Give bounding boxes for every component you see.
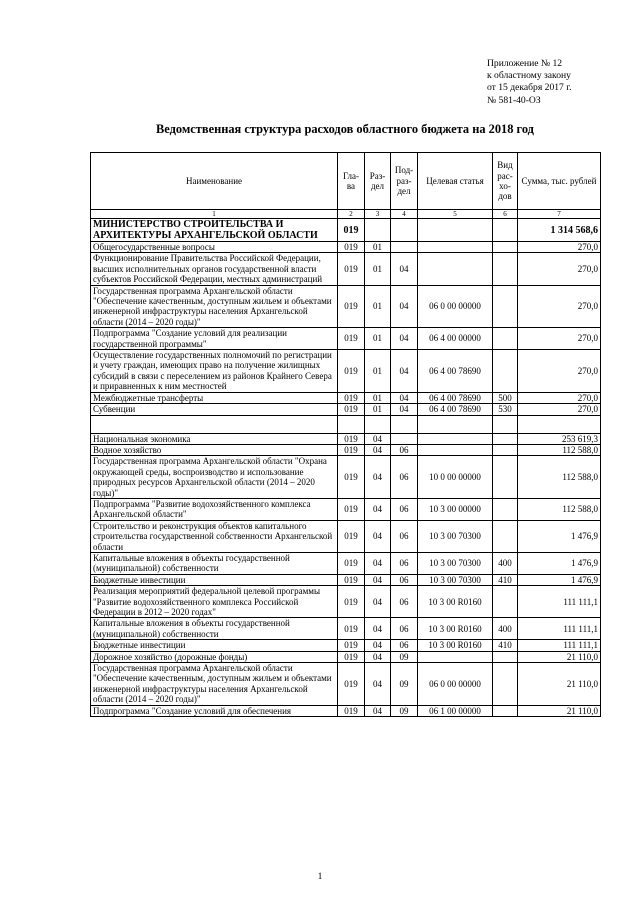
- cell-statya: 10 3 00 70300: [418, 552, 493, 574]
- budget-table: [90, 152, 601, 717]
- cell-name: Осуществление государственных полномочий по регистрации и учету граждан, имеющих право на получение жилищных субсидий в связи с переселением из районов Крайнего Севера и приравненных к ним местностей: [91, 350, 338, 393]
- table-row: [91, 433, 601, 444]
- cell-glava: 019: [338, 618, 365, 640]
- cell-glava: 019: [338, 520, 365, 552]
- cell-podrazdel: 09: [391, 705, 418, 716]
- cell-podrazdel: 06: [391, 456, 418, 499]
- table-header-row: [91, 153, 601, 210]
- column-number: 5: [418, 210, 493, 219]
- cell-statya: 06 4 00 78690: [418, 404, 493, 415]
- cell-summa: 112 588,0: [518, 498, 601, 520]
- cell-glava: 019: [338, 433, 365, 444]
- cell-name: Капитальные вложения в объекты государственной (муниципальной) собственности: [91, 618, 338, 640]
- cell-summa: 1 314 568,6: [518, 219, 601, 242]
- column-number: 1: [91, 210, 338, 219]
- cell-vid: [493, 433, 518, 444]
- header-summa: Сумма, тыс. рублей: [518, 153, 601, 210]
- cell-name: Государственная программа Архангельской области "Обеспечение качественным, доступным жильем и объектами инженерной инфраструктуры населения Архангельской области (2014 – 2020 годы)": [91, 285, 338, 328]
- cell-razdel: 04: [365, 574, 391, 585]
- appendix-line: Приложение № 12: [487, 58, 563, 69]
- cell-razdel: 04: [365, 586, 391, 618]
- cell-name: МИНИСТЕРСТВО СТРОИТЕЛЬСТВА И АРХИТЕКТУРЫ АРХАНГЕЛЬСКОЙ ОБЛАСТИ: [91, 219, 338, 242]
- cell-razdel: 04: [365, 640, 391, 651]
- cell-statya: 06 4 00 78690: [418, 350, 493, 393]
- table-row: [91, 219, 601, 242]
- cell-glava: 019: [338, 552, 365, 574]
- cell-statya: 10 3 00 R0160: [418, 618, 493, 640]
- column-number: 2: [338, 210, 365, 219]
- cell-statya: 10 3 00 70300: [418, 574, 493, 585]
- cell-glava: 019: [338, 574, 365, 585]
- cell-glava: [338, 415, 365, 433]
- cell-glava: 019: [338, 498, 365, 520]
- cell-name: Строительство и реконструкция объектов капитального строительства государственной собственности Архангельской области: [91, 520, 338, 552]
- cell-name: Бюджетные инвестиции: [91, 640, 338, 651]
- cell-podrazdel: 06: [391, 498, 418, 520]
- cell-podrazdel: 06: [391, 520, 418, 552]
- cell-razdel: 04: [365, 552, 391, 574]
- cell-podrazdel: 06: [391, 586, 418, 618]
- cell-razdel: [365, 415, 391, 433]
- table-row: [91, 552, 601, 574]
- cell-razdel: 01: [365, 392, 391, 403]
- header-vid: Вид рас-хо-дов: [493, 153, 518, 210]
- cell-name: Государственная программа Архангельской области "Охрана окружающей среды, воспроизводство и использование природных ресурсов Архангельской области (2014 – 2020 годы)": [91, 456, 338, 499]
- table-row: [91, 520, 601, 552]
- cell-summa: 270,0: [518, 242, 601, 253]
- cell-summa: 21 110,0: [518, 705, 601, 716]
- cell-summa: 1 476,9: [518, 520, 601, 552]
- cell-name: Общегосударственные вопросы: [91, 242, 338, 253]
- cell-summa: 270,0: [518, 253, 601, 285]
- cell-razdel: 01: [365, 242, 391, 253]
- cell-summa: 270,0: [518, 350, 601, 393]
- cell-vid: [493, 651, 518, 662]
- cell-name: Бюджетные инвестиции: [91, 574, 338, 585]
- table-body: [91, 219, 601, 717]
- table-row: [91, 444, 601, 455]
- cell-summa: 270,0: [518, 392, 601, 403]
- cell-glava: 019: [338, 444, 365, 455]
- cell-vid: [493, 328, 518, 350]
- cell-name: Капитальные вложения в объекты государственной (муниципальной) собственности: [91, 552, 338, 574]
- page-number: 1: [317, 872, 323, 882]
- cell-razdel: 04: [365, 651, 391, 662]
- cell-vid: [493, 705, 518, 716]
- cell-vid: [493, 242, 518, 253]
- cell-podrazdel: 06: [391, 444, 418, 455]
- cell-summa: 270,0: [518, 328, 601, 350]
- table-row: [91, 456, 601, 499]
- cell-summa: 21 110,0: [518, 651, 601, 662]
- cell-vid: [493, 285, 518, 328]
- header-statya: Целевая статья: [418, 153, 493, 210]
- table-row: [91, 328, 601, 350]
- cell-vid: 500: [493, 392, 518, 403]
- header-glava: Гла-ва: [338, 153, 365, 210]
- table-row: [91, 404, 601, 415]
- cell-razdel: 04: [365, 498, 391, 520]
- header-name: Наименование: [91, 153, 338, 210]
- appendix-line: № 581-40-ОЗ: [487, 94, 541, 106]
- column-number: 7: [518, 210, 601, 219]
- cell-podrazdel: 04: [391, 253, 418, 285]
- cell-vid: [493, 415, 518, 433]
- cell-podrazdel: 04: [391, 328, 418, 350]
- cell-statya: [418, 415, 493, 433]
- cell-statya: 06 0 00 00000: [418, 663, 493, 706]
- column-number-row: [91, 210, 601, 219]
- cell-name: Подпрограмма "Развитие водохозяйственного комплекса Архангельской области": [91, 498, 338, 520]
- cell-razdel: 04: [365, 520, 391, 552]
- cell-statya: 06 0 00 00000: [418, 285, 493, 328]
- cell-razdel: 04: [365, 663, 391, 706]
- cell-vid: 530: [493, 404, 518, 415]
- table-row: [91, 705, 601, 716]
- cell-statya: [418, 444, 493, 455]
- cell-summa: 253 619,3: [518, 433, 601, 444]
- cell-podrazdel: [391, 242, 418, 253]
- cell-razdel: 04: [365, 433, 391, 444]
- cell-glava: 019: [338, 328, 365, 350]
- column-number: 6: [493, 210, 518, 219]
- cell-statya: [418, 219, 493, 242]
- appendix-line: от 15 декабря 2017 г.: [487, 82, 572, 94]
- table-row: [91, 586, 601, 618]
- header-podrazdel: Под-раз-дел: [391, 153, 418, 210]
- table-row: [91, 392, 601, 403]
- cell-statya: 10 0 00 00000: [418, 456, 493, 499]
- cell-vid: [493, 520, 518, 552]
- cell-razdel: 04: [365, 705, 391, 716]
- cell-glava: 019: [338, 640, 365, 651]
- cell-podrazdel: 09: [391, 651, 418, 662]
- cell-name: Подпрограмма "Создание условий для обеспечения: [91, 705, 338, 716]
- appendix-line: к областному закону: [487, 70, 571, 82]
- cell-name: Государственная программа Архангельской области "Обеспечение качественным, доступным жильем и объектами инженерной инфраструктуры населения Архангельской области (2014 – 2020 годы)": [91, 663, 338, 706]
- table-row: [91, 285, 601, 328]
- table-row: [91, 663, 601, 706]
- cell-statya: 06 1 00 00000: [418, 705, 493, 716]
- cell-vid: [493, 253, 518, 285]
- cell-podrazdel: 06: [391, 552, 418, 574]
- cell-vid: [493, 350, 518, 393]
- cell-name: Национальная экономика: [91, 433, 338, 444]
- cell-summa: 111 111,1: [518, 586, 601, 618]
- cell-name: Реализация мероприятий федеральной целевой программы "Развитие водохозяйственного комплекса Российской Федерации в 2012 – 2020 годах": [91, 586, 338, 618]
- cell-glava: 019: [338, 242, 365, 253]
- cell-razdel: 04: [365, 456, 391, 499]
- cell-vid: [493, 586, 518, 618]
- cell-podrazdel: 09: [391, 663, 418, 706]
- cell-glava: 019: [338, 219, 365, 242]
- cell-glava: 019: [338, 350, 365, 393]
- table-row: [91, 242, 601, 253]
- cell-summa: 270,0: [518, 285, 601, 328]
- cell-podrazdel: 06: [391, 640, 418, 651]
- cell-name: Межбюджетные трансферты: [91, 392, 338, 403]
- header-razdel: Раз-дел: [365, 153, 391, 210]
- cell-statya: [418, 433, 493, 444]
- cell-summa: 111 111,1: [518, 618, 601, 640]
- cell-vid: [493, 456, 518, 499]
- cell-vid: [493, 498, 518, 520]
- cell-glava: 019: [338, 663, 365, 706]
- cell-vid: [493, 219, 518, 242]
- cell-razdel: 04: [365, 444, 391, 455]
- cell-statya: 06 4 00 00000: [418, 328, 493, 350]
- table-row: [91, 498, 601, 520]
- cell-statya: 10 3 00 R0160: [418, 640, 493, 651]
- cell-podrazdel: 06: [391, 618, 418, 640]
- column-number: 3: [365, 210, 391, 219]
- cell-razdel: [365, 219, 391, 242]
- cell-glava: 019: [338, 705, 365, 716]
- cell-summa: 270,0: [518, 404, 601, 415]
- column-number: 4: [391, 210, 418, 219]
- table-row: [91, 640, 601, 651]
- cell-statya: 10 3 00 R0160: [418, 586, 493, 618]
- cell-vid: 400: [493, 618, 518, 640]
- cell-glava: 019: [338, 285, 365, 328]
- cell-podrazdel: [391, 219, 418, 242]
- cell-name: Подпрограмма "Создание условий для реализации государственной программы": [91, 328, 338, 350]
- appendix-block: [487, 58, 572, 107]
- cell-razdel: 01: [365, 253, 391, 285]
- document-title: Ведомственная структура расходов областного бюджета на 2018 год: [156, 122, 534, 136]
- cell-vid: [493, 444, 518, 455]
- cell-summa: [518, 415, 601, 433]
- cell-summa: 1 476,9: [518, 552, 601, 574]
- cell-glava: 019: [338, 651, 365, 662]
- cell-glava: 019: [338, 404, 365, 415]
- cell-statya: [418, 242, 493, 253]
- cell-summa: 111 111,1: [518, 640, 601, 651]
- table-row: [91, 415, 601, 433]
- cell-razdel: 01: [365, 328, 391, 350]
- cell-summa: 21 110,0: [518, 663, 601, 706]
- cell-podrazdel: 04: [391, 392, 418, 403]
- cell-razdel: 01: [365, 404, 391, 415]
- cell-name: [91, 415, 338, 433]
- cell-statya: 10 3 00 00000: [418, 498, 493, 520]
- cell-summa: 1 476,9: [518, 574, 601, 585]
- cell-statya: [418, 651, 493, 662]
- cell-glava: 019: [338, 456, 365, 499]
- cell-vid: 410: [493, 574, 518, 585]
- cell-razdel: 01: [365, 350, 391, 393]
- cell-statya: 06 4 00 78690: [418, 392, 493, 403]
- cell-podrazdel: [391, 433, 418, 444]
- cell-vid: [493, 663, 518, 706]
- cell-summa: 112 588,0: [518, 456, 601, 499]
- cell-podrazdel: 06: [391, 574, 418, 585]
- table-row: [91, 618, 601, 640]
- cell-vid: 400: [493, 552, 518, 574]
- cell-name: Функционирование Правительства Российской Федерации, высших исполнительных органов государственной власти субъектов Российской Федерации, местных администраций: [91, 253, 338, 285]
- table-row: [91, 574, 601, 585]
- cell-glava: 019: [338, 253, 365, 285]
- cell-name: Дорожное хозяйство (дорожные фонды): [91, 651, 338, 662]
- cell-razdel: 04: [365, 618, 391, 640]
- cell-summa: 112 588,0: [518, 444, 601, 455]
- cell-name: Водное хозяйство: [91, 444, 338, 455]
- cell-podrazdel: [391, 415, 418, 433]
- cell-vid: 410: [493, 640, 518, 651]
- cell-name: Субвенции: [91, 404, 338, 415]
- cell-podrazdel: 04: [391, 285, 418, 328]
- cell-podrazdel: 04: [391, 350, 418, 393]
- cell-statya: 10 3 00 70300: [418, 520, 493, 552]
- table-row: [91, 350, 601, 393]
- cell-glava: 019: [338, 586, 365, 618]
- cell-podrazdel: 04: [391, 404, 418, 415]
- cell-glava: 019: [338, 392, 365, 403]
- cell-razdel: 01: [365, 285, 391, 328]
- table-row: [91, 651, 601, 662]
- cell-statya: [418, 253, 493, 285]
- table-row: [91, 253, 601, 285]
